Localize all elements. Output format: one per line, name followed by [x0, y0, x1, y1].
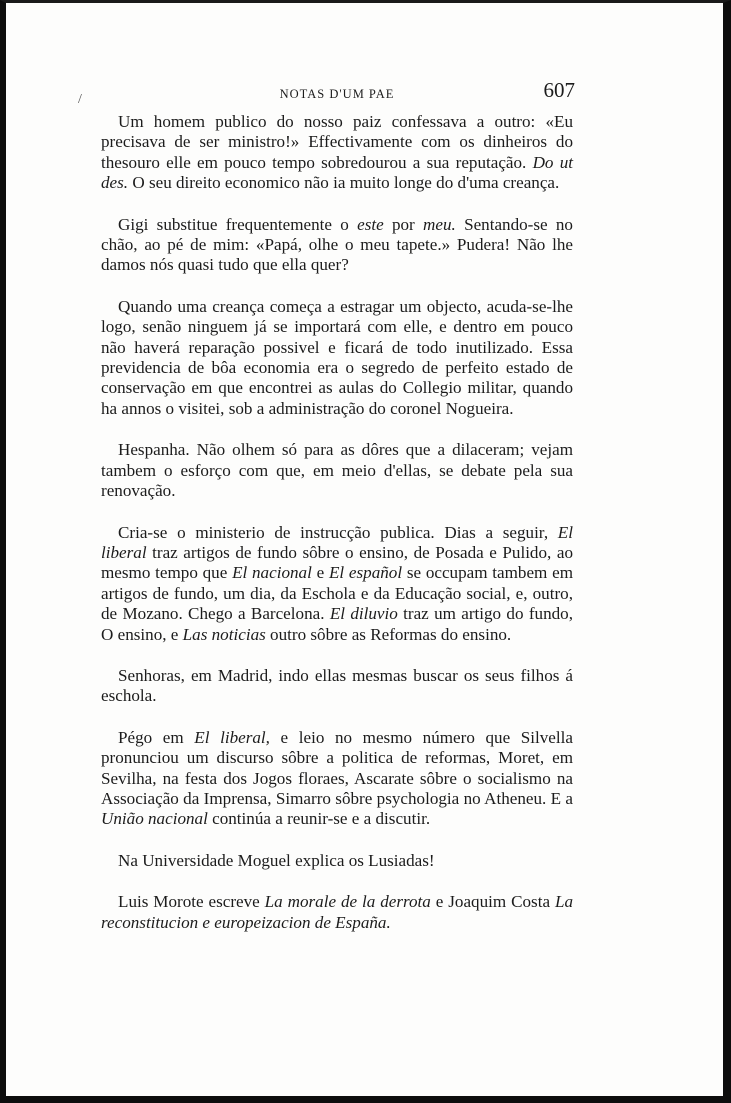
- italic-text-run: El liberal: [101, 522, 573, 562]
- page-header: [101, 78, 573, 112]
- text-run: Cria-se o ministerio de instrucção publica. Dias a seguir,: [118, 522, 558, 542]
- italic-text-run: meu.: [423, 214, 456, 234]
- text-run: Pégo em: [118, 727, 195, 747]
- paragraph: [101, 892, 573, 933]
- italic-text-run: El liberal,: [194, 727, 270, 747]
- italic-text-run: El diluvio: [329, 604, 398, 624]
- paragraph: [101, 440, 573, 501]
- running-head: NOTAS D'UM PAE: [279, 87, 395, 101]
- paragraph: [101, 297, 573, 419]
- paragraph: [101, 728, 573, 830]
- italic-text-run: este: [357, 214, 384, 234]
- text-run: Hespanha. Não olhem só para as dôres que a dilaceram; vejam tambem o esforço com que, em meio d'ellas, se debate pela sua renovação.: [101, 440, 573, 501]
- margin-mark: /: [78, 92, 82, 107]
- page-number: 607: [543, 78, 575, 102]
- text-run: Luis Morote escreve: [118, 892, 265, 912]
- text-run: Quando uma creança começa a estragar um objecto, acuda-se-lhe logo, senão ninguem já se importará com elle, e dentro em pouco não haverá reparação possivel e ficará de todo inutilizado. Essa previdencia de bôa economia era o segredo de perfeito estado de conservação em que encontrei as aulas do Collegio militar, quando ha annos o visitei, sob a administração do coronel Nogueira.: [101, 296, 573, 418]
- italic-text-run: União nacional: [101, 809, 208, 829]
- paragraph: [101, 112, 573, 194]
- italic-text-run: El español: [328, 563, 403, 583]
- text-run: outro sôbre as Reformas do ensino.: [265, 624, 512, 644]
- text-run: traz um artigo do fundo, O ensino, e: [101, 604, 573, 644]
- text-run: O seu direito economico não ia muito longe do d'uma creança.: [128, 173, 560, 193]
- text-run: Senhoras, em Madrid, indo ellas mesmas buscar os seus filhos á eschola.: [101, 665, 573, 706]
- paragraph: [101, 523, 573, 645]
- italic-text-run: Do ut des.: [101, 152, 573, 193]
- italic-text-run: El nacional: [232, 563, 312, 583]
- text-run: traz artigos de fundo sôbre o ensino, de Posada e Pulido, ao mesmo tempo que: [101, 542, 573, 583]
- italic-text-run: Las noticias: [182, 624, 266, 644]
- italic-text-run: La reconstitucion e europeizacion de España.: [101, 892, 573, 932]
- text-run: e leio no mesmo número que Silvella pronunciou um discurso sôbre a politica de reformas, Moret, em Sevilha, na festa dos Jogos floraes, Ascarate sôbre o socialismo na Associação da Imprensa, Simarro sôbre psychologia no Atheneu. E a: [101, 727, 573, 808]
- book-page: [101, 78, 573, 933]
- text-run: se occupam tambem em artigos de fundo, um dia, da Eschola e da Educação social, e, outro, de Mozano. Chego a Barcelona.: [101, 563, 573, 624]
- text-run: e Joaquim Costa: [430, 892, 555, 912]
- paragraph: [101, 851, 573, 871]
- italic-text-run: La morale de la derrota: [264, 892, 431, 912]
- text-run: Sentando-se no chão, ao pé de mim: «Papá, olhe o meu tapete.» Pudera! Não lhe damos nós quasi tudo que ella quer?: [101, 214, 573, 275]
- text-run: e: [311, 563, 329, 583]
- text-run: Um homem publico do nosso paiz confessava a outro: «Eu precisava de ser ministro!» Effectivamente com os dinheiros do thesouro elle em pouco tempo sobredourou a sua reputação.: [101, 112, 573, 172]
- text-run: continúa a reunir-se e a discutir.: [207, 809, 431, 829]
- text-run: Gigi substitue frequentemente o: [118, 214, 358, 234]
- paragraph: [101, 215, 573, 276]
- text-run: Na Universidade Moguel explica os Lusiadas!: [118, 850, 435, 870]
- text-run: por: [383, 214, 424, 234]
- paragraph: [101, 666, 573, 707]
